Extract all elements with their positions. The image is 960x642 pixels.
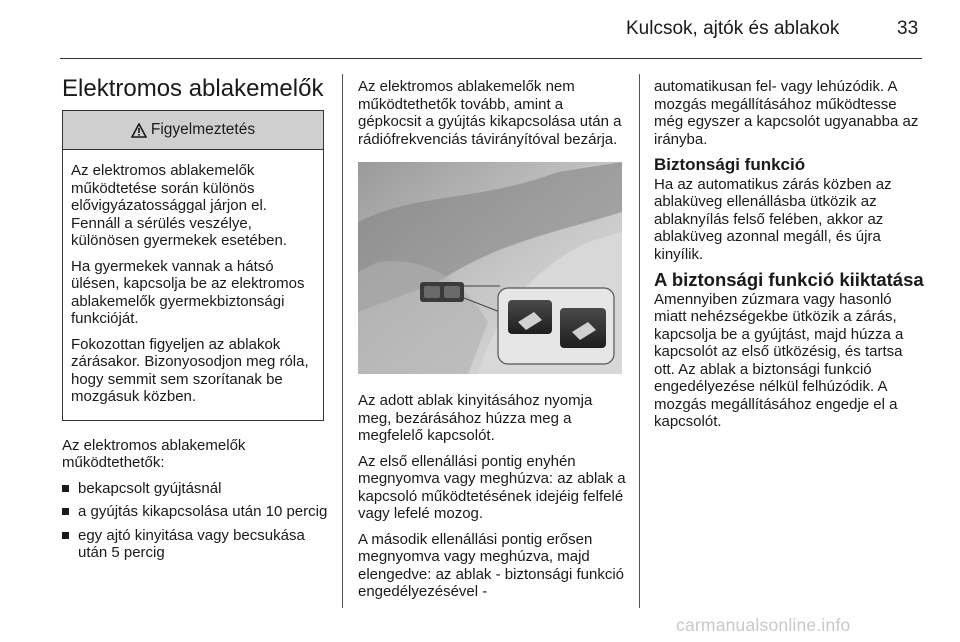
body-paragraph: Az első ellenállási pontig enyhén megnyomva vagy meghúzva: az ablak a kapcsoló működtetésének idejéig felfelé vagy lefelé mozog. [358, 452, 626, 522]
safety-override-heading: A biztonsági funkció kiiktatása [654, 269, 924, 290]
window-switch-photo [358, 162, 622, 374]
body-paragraph: Az adott ablak kinyitásához nyomja meg, bezárásához húzza meg a megfelelő kapcsolót. [358, 392, 593, 444]
column-divider-1 [342, 74, 343, 608]
warning-box [62, 110, 324, 421]
warning-body [63, 150, 323, 420]
page-number: 33 [897, 18, 919, 39]
page-header-title: Kulcsok, ajtók és ablakok [626, 18, 840, 39]
header-divider [60, 58, 922, 59]
body-paragraph: automatikusan fel- vagy lehúzódik. A mozgás megállításához működtesse még egyszer a kapcsolót ugyanabba az irányba. [654, 78, 919, 148]
intro-paragraph: Az elektromos ablakemelők működtethetők: [62, 436, 246, 471]
conditions-list [62, 480, 328, 562]
warning-paragraph: Ha gyermekek vannak a hátsó ülésen, kapcsolja be az elektromos ablakemelők gyermekbiztonsági funkcióját. [71, 257, 305, 327]
warning-header [63, 111, 323, 150]
column-1 [62, 74, 328, 568]
body-paragraph: A második ellenállási pontig erősen megnyomva vagy meghúzva, majd elengedve: az ablak - biztonsági funkció engedélyezésével - [358, 530, 625, 600]
bullet-square-icon [62, 508, 69, 515]
watermark: carmanualsonline.info [676, 615, 851, 635]
body-paragraph: Ha az automatikus zárás közben az ablaküveg ellenállásba ütközik az ablaknyílás felső felében, akkor az ablaküveg azonnal megáll, és újra kinyílik. [654, 175, 892, 263]
column-3 [654, 78, 926, 439]
body-paragraph: Az elektromos ablakemelők nem működtethetők tovább, amint a gépkocsit a gyújtás kikapcsolása után a rádiófrekvenciás távirányítóval bezárja. [358, 78, 622, 148]
warning-triangle-icon [131, 123, 147, 138]
section-title: Elektromos ablakemelők [62, 75, 324, 102]
list-item: bekapcsolt gyújtásnál [62, 480, 328, 498]
bullet-square-icon [62, 532, 69, 539]
column-2 [358, 78, 628, 609]
list-item: a gyújtás kikapcsolása után 10 percig [62, 503, 328, 521]
body-paragraph: Amennyiben zúzmara vagy hasonló miatt nehézségekbe ütközik a zárás, kapcsolja be a gyújtást, majd húzza a kapcsolót az első ütközésig, és tartsa ott. Az ablak a biztonsági funkció engedélyezése nélkül felhúzódik. A mozgás megállításához engedje el a kapcsolót. [654, 290, 904, 430]
column-divider-2 [639, 74, 640, 608]
warning-paragraph: Az elektromos ablakemelők működtetése során különös elővigyázatossággal járjon el. Fennáll a sérülés veszélye, különösen gyermekek esetében. [71, 162, 287, 249]
list-item: egy ajtó kinyitása vagy becsukása után 5 percig [62, 527, 328, 562]
warning-paragraph: Fokozottan figyeljen az ablakok zárásakor. Bizonyosodjon meg róla, hogy semmit sem szorítanak be mozgásuk közben. [71, 335, 309, 405]
bullet-square-icon [62, 485, 69, 492]
warning-heading: Figyelmeztetés [150, 121, 256, 139]
safety-function-heading: Biztonsági funkció [654, 155, 806, 174]
